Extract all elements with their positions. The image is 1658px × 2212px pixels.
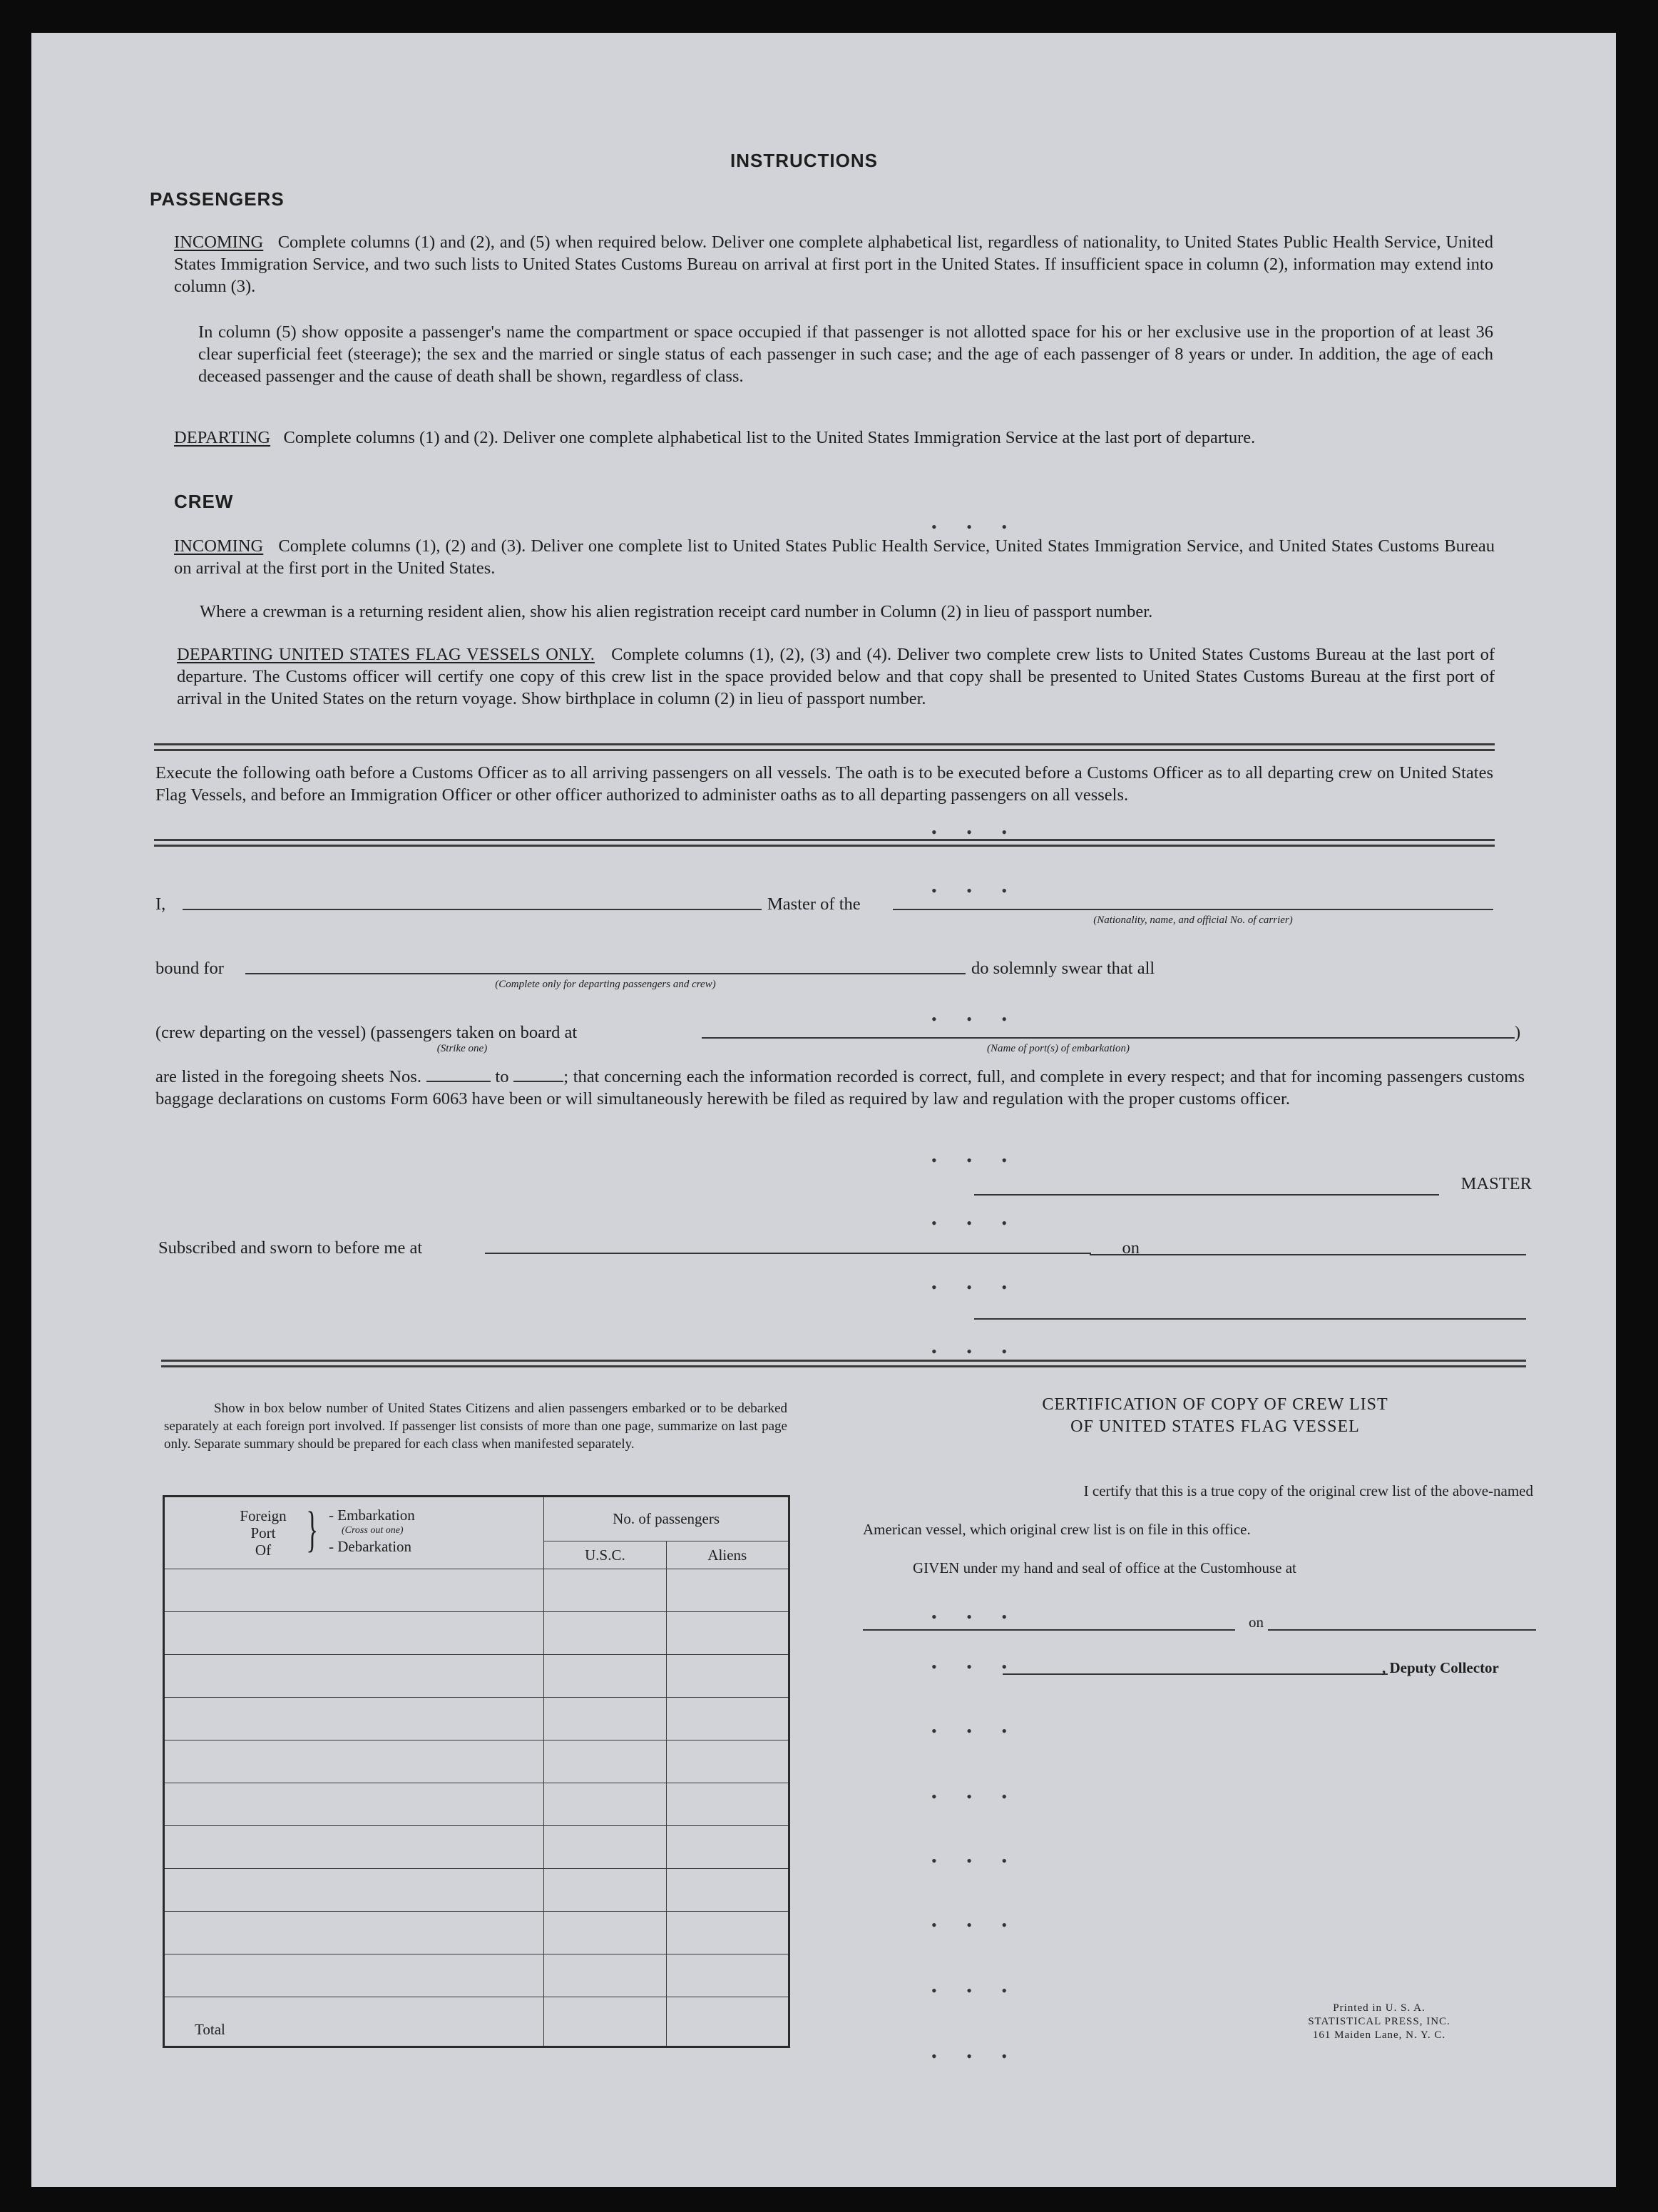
swear-label: do solemnly swear that all: [971, 959, 1155, 978]
punch-dots: • • •: [931, 1214, 1020, 1232]
port-cell[interactable]: [164, 1783, 544, 1826]
punch-dots: • • •: [931, 1151, 1020, 1169]
usc-cell[interactable]: [544, 1698, 666, 1740]
on-label: on: [1122, 1238, 1140, 1258]
certification-title-line2: OF UNITED STATES FLAG VESSEL: [1070, 1417, 1360, 1436]
divider: [161, 1360, 1526, 1367]
crew-departing-text: Complete columns (1), (2), (3) and (4). Deliver two complete crew lists to United States Customs Bureau at the last port of departure. The Customs officer will certify one copy of this crew list in the space provided below and that copy shall be presented to United States Customs Bureau at the first port of arrival in the United States on the return voyage. Show birthplace in column (2) in lieu of passport number.: [177, 645, 1495, 708]
master-name-field[interactable]: [183, 909, 762, 910]
punch-dots: • • •: [931, 1852, 1020, 1870]
deputy-signature-field[interactable]: [1003, 1673, 1388, 1675]
port-cell[interactable]: [164, 1740, 544, 1783]
port-header-cell: [164, 1497, 544, 1569]
passengers-departing-label: DEPARTING: [174, 428, 271, 447]
deputy-collector-label: , Deputy Collector: [1382, 1659, 1499, 1676]
listed-rest: ; that concerning each the information recorded is correct, full, and complete in every respect; and that for incoming passengers customs baggage declarations on customs Form 6063 have been or will simultaneously herewith be filed as required by law and regulation with the proper customs officer.: [155, 1067, 1525, 1108]
certification-title-line1: CERTIFICATION OF COPY OF CREW LIST: [1042, 1395, 1388, 1414]
crew-incoming-label: INCOMING: [174, 536, 264, 556]
of-label: Of: [255, 1541, 272, 1559]
divider: [154, 839, 1495, 847]
crew-heading: CREW: [174, 491, 234, 512]
to-label: to: [495, 1067, 509, 1086]
punch-dots: • • •: [931, 882, 1020, 899]
punch-dots: • • •: [931, 2047, 1020, 2065]
punch-dots: • • •: [931, 1010, 1020, 1028]
sworn-date-field[interactable]: [1090, 1254, 1526, 1255]
usc-cell[interactable]: [544, 1655, 666, 1698]
usc-cell[interactable]: [544, 1912, 666, 1954]
oath-intro: Execute the following oath before a Customs Officer as to all arriving passengers on all vessels. The oath is to be executed before a Customs Officer as to all departing crew on United States Flag Vessels, and before an Immigration Officer or other officer authorized to administer oaths as to all departing passengers on all vessels.: [155, 763, 1493, 805]
punch-dots: • • •: [931, 1722, 1020, 1740]
port-label: Port: [250, 1524, 276, 1541]
usc-cell[interactable]: [544, 1740, 666, 1783]
total-label: Total: [164, 1997, 544, 2047]
punch-dots: • • •: [931, 1916, 1020, 1934]
master-label: MASTER: [1460, 1174, 1532, 1193]
embarkation-ports-field[interactable]: [702, 1037, 1515, 1039]
usc-cell[interactable]: [544, 1569, 666, 1612]
port-cell[interactable]: [164, 1569, 544, 1612]
usc-cell[interactable]: [544, 1612, 666, 1655]
printed-by: [1272, 2002, 1486, 2042]
port-cell[interactable]: [164, 1826, 544, 1869]
punch-dots: • • •: [931, 1658, 1020, 1676]
aliens-header: Aliens: [666, 1541, 789, 1569]
usc-cell[interactable]: [544, 1783, 666, 1826]
summary-table: [163, 1495, 790, 2048]
oath-i-label: I,: [155, 895, 166, 914]
aliens-cell[interactable]: [666, 1698, 789, 1740]
brace-icon: }: [306, 1502, 319, 1557]
sheet-from-field[interactable]: [426, 1068, 491, 1082]
passengers-departing-text: Complete columns (1) and (2). Deliver one complete alphabetical list to the United States Immigration Service at the last port of departure.: [283, 428, 1256, 447]
usc-cell[interactable]: [544, 1869, 666, 1912]
cross-out-note: (Cross out one): [342, 1525, 404, 1536]
aliens-cell[interactable]: [666, 1612, 789, 1655]
given-line: GIVEN under my hand and seal of office at the Customhouse at: [913, 1559, 1296, 1576]
printed-line3: 161 Maiden Lane, N. Y. C.: [1312, 2029, 1446, 2041]
no-of-passengers-header: No. of passengers: [544, 1497, 789, 1541]
certify-line1: I certify that this is a true copy of the original crew list of the above-named: [1083, 1482, 1533, 1499]
aliens-cell[interactable]: [666, 1912, 789, 1954]
aliens-cell[interactable]: [666, 1869, 789, 1912]
aliens-total-cell[interactable]: [666, 1997, 789, 2047]
aliens-cell[interactable]: [666, 1783, 789, 1826]
passengers-incoming-text: Complete columns (1) and (2), and (5) when required below. Deliver one complete alphabetical list, regardless of nationality, to United States Public Health Service, United States Immigration Service, and two such lists to United States Customs Bureau on arrival at first port in the United States. If insufficient space in column (2), information may extend into column (3).: [174, 233, 1494, 296]
printed-line2: STATISTICAL PRESS, INC.: [1308, 2016, 1450, 2027]
passengers-incoming-label: INCOMING: [174, 233, 264, 252]
usc-total-cell[interactable]: [544, 1997, 666, 2047]
master-of-the-label: Master of the: [767, 895, 861, 914]
port-cell[interactable]: [164, 1612, 544, 1655]
subscribed-label: Subscribed and sworn to before me at: [158, 1238, 423, 1258]
crew-departing-label: DEPARTING UNITED STATES FLAG VESSELS ONLY.: [177, 645, 595, 664]
punch-dots: • • •: [931, 518, 1020, 536]
bound-for-field[interactable]: [245, 973, 966, 974]
listed-start: are listed in the foregoing sheets Nos.: [155, 1067, 421, 1086]
officer-signature-field[interactable]: [974, 1318, 1526, 1320]
certify-line2: American vessel, which original crew list is on file in this office.: [863, 1521, 1251, 1538]
punch-dots: • • •: [931, 1342, 1020, 1360]
port-cell[interactable]: [164, 1655, 544, 1698]
punch-dots: • • •: [931, 1982, 1020, 1999]
summary-intro: Show in box below number of United States Citizens and alien passengers embarked or to be debarked separately at each foreign port involved. If passenger list consists of more than one page, summarize on last page only. Separate summary should be prepared for each class when manifested separately.: [164, 1401, 787, 1452]
master-signature-field[interactable]: [974, 1194, 1439, 1196]
debarkation-label: - Debarkation: [329, 1538, 412, 1555]
passengers-heading: PASSENGERS: [150, 188, 285, 210]
punch-dots: • • •: [931, 823, 1020, 841]
usc-cell[interactable]: [544, 1954, 666, 1997]
crew-departing-block: [177, 643, 1495, 710]
instructions-title: INSTRUCTIONS: [730, 150, 878, 171]
usc-header: U.S.C.: [544, 1541, 666, 1569]
crew-incoming-text: Complete columns (1), (2) and (3). Deliver one complete list to United States Public Health Service, United States Immigration Service, and United States Customs Bureau on arrival at the first port in the United States.: [174, 536, 1495, 578]
form-sheet: [31, 33, 1616, 2187]
port-cell[interactable]: [164, 1954, 544, 1997]
passengers-departing-block: [174, 427, 1493, 449]
crew-alien-text: Where a crewman is a returning resident alien, show his alien registration receipt card number in Column (2) in lieu of passport number.: [200, 602, 1153, 621]
carrier-note: (Nationality, name, and official No. of carrier): [1093, 914, 1293, 926]
oath-paragraph: [155, 1066, 1525, 1110]
sheet-to-field[interactable]: [513, 1068, 563, 1082]
strike-note: (Strike one): [436, 1043, 488, 1054]
aliens-cell[interactable]: [666, 1954, 789, 1997]
printed-line1: Printed in U. S. A.: [1333, 2002, 1426, 2014]
cert-date-field[interactable]: [1268, 1629, 1536, 1631]
crew-departing-label-oath: (crew departing on the vessel) (passengers taken on board at: [155, 1023, 578, 1042]
usc-cell[interactable]: [544, 1826, 666, 1869]
port-cell[interactable]: [164, 1869, 544, 1912]
passengers-incoming-block: [174, 231, 1493, 297]
aliens-cell[interactable]: [666, 1740, 789, 1783]
cert-on-label: on: [1249, 1614, 1264, 1631]
certification-title: [894, 1394, 1536, 1438]
punch-dots: • • •: [931, 1608, 1020, 1626]
punch-dots: • • •: [931, 1278, 1020, 1296]
sworn-at-field[interactable]: [485, 1253, 1091, 1254]
foreign-label: Foreign: [240, 1507, 287, 1524]
aliens-cell[interactable]: [666, 1569, 789, 1612]
aliens-cell[interactable]: [666, 1655, 789, 1698]
punch-dots: • • •: [931, 1788, 1020, 1805]
divider: [154, 743, 1495, 751]
aliens-cell[interactable]: [666, 1826, 789, 1869]
embarkation-label: - Embarkation: [329, 1507, 415, 1524]
port-cell[interactable]: [164, 1698, 544, 1740]
port-cell[interactable]: [164, 1912, 544, 1954]
ports-note: (Name of port(s) of embarkation): [987, 1043, 1130, 1054]
close-paren: ): [1515, 1023, 1521, 1042]
customhouse-field[interactable]: [863, 1629, 1235, 1631]
bound-for-label: bound for: [155, 959, 224, 978]
carrier-field[interactable]: [893, 909, 1493, 910]
crew-incoming-block: [174, 535, 1495, 579]
bound-note: (Complete only for departing passengers and crew): [495, 979, 716, 990]
passengers-column5-text: In column (5) show opposite a passenger's name the compartment or space occupied if that passenger is not allotted space for his or her exclusive use in the proportion of at least 36 clear superficial feet (steerage); the sex and the married or single status of each passenger in such case; and the age of each passenger of 8 years or under. In addition, the age of each deceased passenger and the cause of death shall be shown, regardless of class.: [198, 322, 1493, 386]
